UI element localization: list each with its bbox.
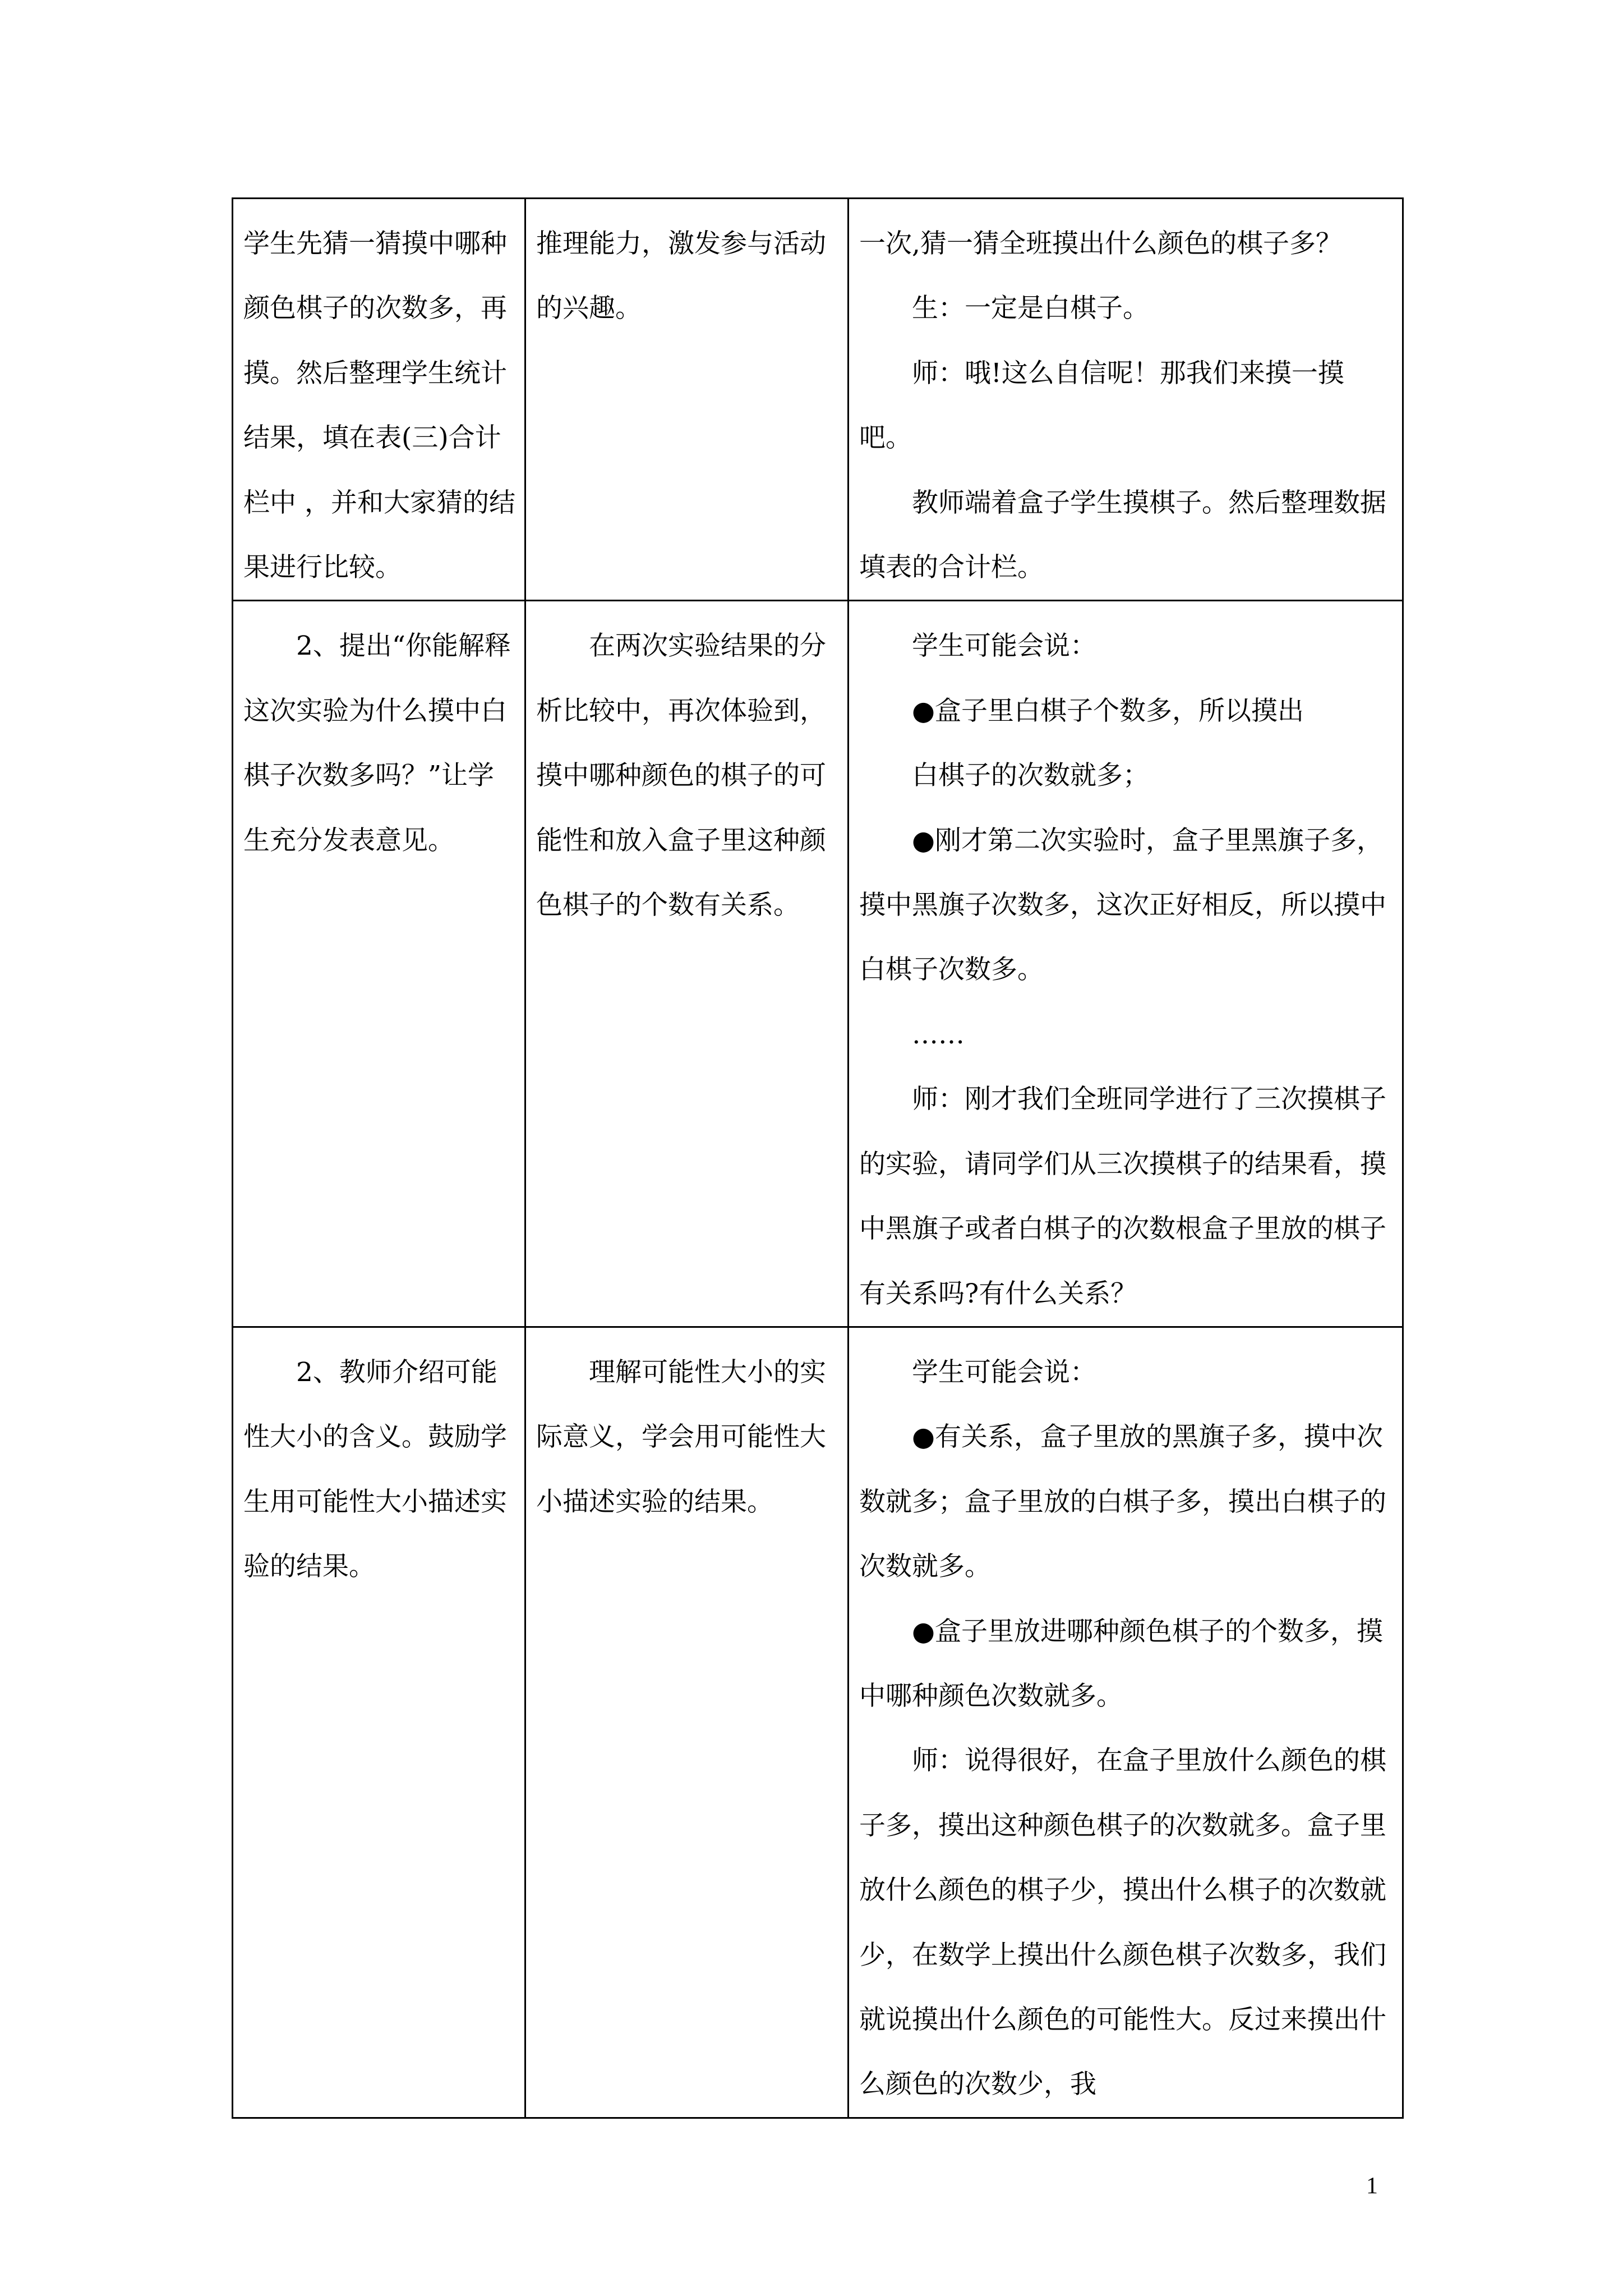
teaching-activity-cell [233,1327,525,2118]
table-row [233,601,1403,1327]
cell-text: 白棋子的次数就多； [912,760,1149,792]
cell-text: 理解可能性大小的实际意义，学会用可能性大小描述实验的结果。 [536,1356,826,1517]
design-intent-cell [525,199,849,601]
cell-text: 教师端着盒子学生摸棋子。然后整理数据填表的合计栏。 [859,487,1386,583]
cell-text: 师：哦!这么自信呢！那我们来摸一摸吧。 [859,357,1344,454]
teaching-activity-cell [233,199,525,601]
cell-text: 学生可能会说： [912,1356,1096,1388]
bullet-text: ●刚才第二次实验时，盒子里黑旗子多，摸中黑旗子次数多，这次正好相反，所以摸中白棋子次数多。 [859,825,1386,986]
teaching-activity-cell [233,601,525,1327]
cell-text: 一次,猜一猜全班摸出什么颜色的棋子多？ [859,228,1342,259]
cell-text: 推理能力，激发参与活动的兴趣。 [536,228,826,324]
classroom-dialogue-cell [849,199,1403,601]
cell-text: 师：刚才我们全班同学进行了三次摸棋子的实验，请同学们从三次摸棋子的结果看，摸中黑旗子或者白棋子的次数根盒子里放的棋子有关系吗?有什么关系？ [859,1084,1386,1309]
cell-text: 2、提出“你能解释这次实验为什么摸中白棋子次数多吗？”让学生充分发表意见。 [243,631,511,856]
cell-text: 在两次实验结果的分析比较中，再次体验到，摸中哪种颜色的棋子的可能性和放入盒子里这种颜色棋子的个数有关系。 [536,631,826,921]
cell-text: 生：一定是白棋子。 [912,293,1149,324]
classroom-dialogue-cell [849,1327,1403,2118]
cell-text: 学生先猜一猜摸中哪种颜色棋子的次数多，再摸。然后整理学生统计结果，填在表(三)合计栏中 ，并和大家猜的结果进行比较。 [243,228,515,583]
design-intent-cell [525,1327,849,2118]
bullet-text: ●盒子里白棋子个数多，所以摸出 [912,695,1304,726]
lesson-plan-table [232,197,1404,2119]
page-number: 1 [1366,2173,1378,2199]
cell-text: 师：说得很好，在盒子里放什么颜色的棋子多，摸出这种颜色棋子的次数就多。盒子里放什么颜色的棋子少，摸出什么棋子的次数就少，在数学上摸出什么颜色棋子次数多，我们就说摸出什么颜色的可能性大。反过来摸出什么颜色的次数少，我 [859,1745,1386,2100]
table-row [233,1327,1403,2118]
bullet-text: ●盒子里放进哪种颜色棋子的个数多，摸中哪种颜色次数就多。 [859,1616,1384,1711]
classroom-dialogue-cell [849,601,1403,1327]
cell-text: 2、教师介绍可能性大小的含义。鼓励学生用可能性大小描述实验的结果。 [243,1356,507,1582]
bullet-text: ●有关系，盒子里放的黑旗子多，摸中次数就多；盒子里放的白棋子多，摸出白棋子的次数就多。 [859,1421,1386,1582]
table-row [233,199,1403,601]
ellipsis-text: …… [912,1019,965,1050]
cell-text: 学生可能会说： [912,631,1096,662]
design-intent-cell [525,601,849,1327]
